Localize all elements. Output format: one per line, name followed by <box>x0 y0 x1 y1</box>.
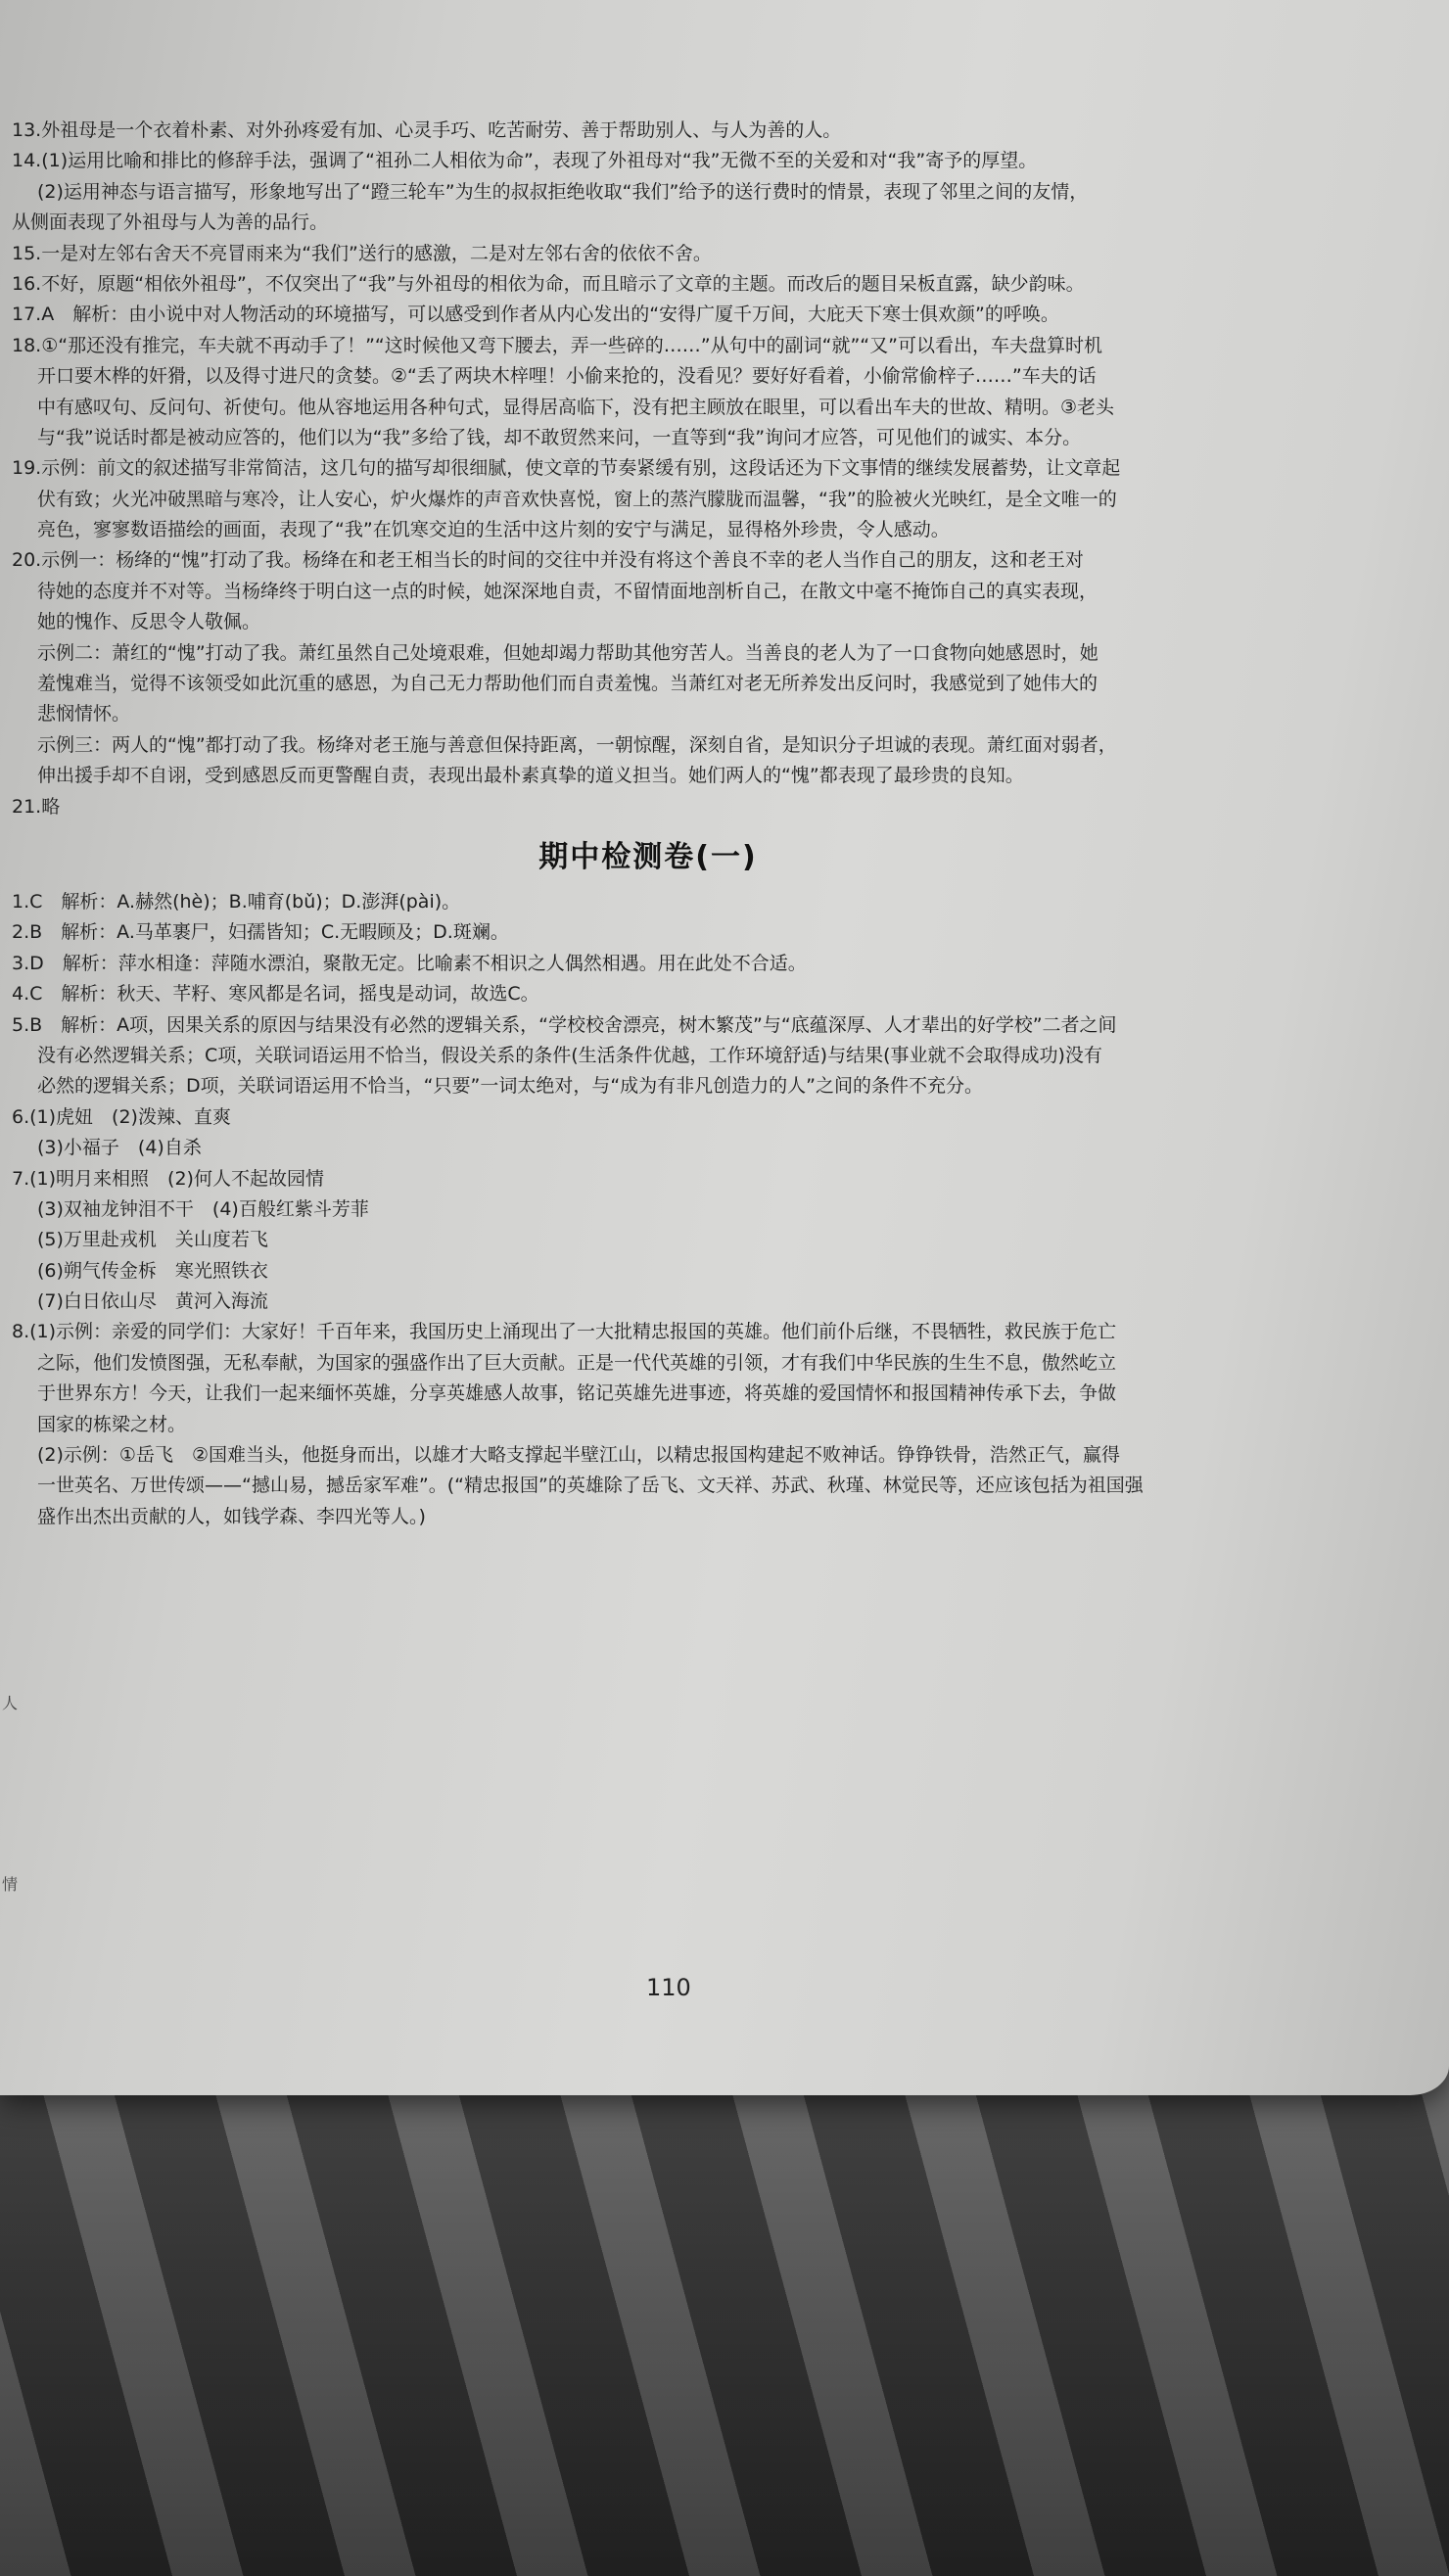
text-line: (3)小福子 (4)自杀 <box>37 1137 202 1159</box>
answer-text <box>12 116 1285 1532</box>
text-line: 国家的栋梁之材。 <box>37 1413 187 1435</box>
text-line: 伏有致；火光冲破黑暗与寒冷，让人安心，炉火爆炸的声音欢快喜悦，窗上的蒸汽朦胧而温馨，“我”的脸被火光映红，是全文唯一的 <box>37 488 1117 510</box>
text-line: 2.B 解析：A.马革裹尸，妇孺皆知；C.无暇顾及；D.斑斓。 <box>12 921 509 944</box>
text-line: 21.略 <box>12 795 61 818</box>
answers-section-midterm <box>12 887 1285 1532</box>
text-line: 一世英名、万世传颂——“撼山易，撼岳家军难”。(“精忠报国”的英雄除了岳飞、文天祥、苏武、秋瑾、林觉民等，还应该包括为祖国强 <box>37 1475 1144 1497</box>
text-line: 开口要木桦的奸猾，以及得寸进尺的贪婪。②“丢了两块木梓哩！小偷来抢的，没看见？要好好看着，小偷常偷梓子……”车夫的话 <box>37 365 1097 388</box>
text-line: 8.(1)示例：亲爱的同学们：大家好！千百年来，我国历史上涌现出了一大批精忠报国的英雄。他们前仆后继，不畏牺牲，救民族于危亡 <box>12 1321 1117 1343</box>
text-line: 待她的态度并不对等。当杨绛终于明白这一点的时候，她深深地自责，不留情面地剖析自己，在散文中毫不掩饰自己的真实表现， <box>37 580 1098 602</box>
text-line: 她的愧作、反思令人敬佩。 <box>37 611 261 633</box>
text-line: 羞愧难当，觉得不该领受如此沉重的感恩，为自己无力帮助他们而自责羞愧。当萧红对老无所养发出反问时，我感觉到了她伟大的 <box>37 673 1098 695</box>
text-line: 示例二：萧红的“愧”打动了我。萧红虽然自己处境艰难，但她却竭力帮助其他穷苦人。当善良的老人为了一口食物向她感恩时，她 <box>37 641 1098 664</box>
text-line: 没有必然逻辑关系；C项，关联词语运用不恰当，假设关系的条件(生活条件优越，工作环境舒适)与结果(事业就不会取得成功)没有 <box>37 1044 1102 1066</box>
text-line: 必然的逻辑关系；D项，关联词语运用不恰当，“只要”一词太绝对，与“成为有非凡创造力的人”之间的条件不充分。 <box>37 1075 984 1098</box>
text-line: 14.(1)运用比喻和排比的修辞手法，强调了“祖孙二人相依为命”，表现了外祖母对“我”无微不至的关爱和对“我”寄予的厚望。 <box>12 150 1038 172</box>
text-line: (3)双袖龙钟泪不干 (4)百般红紫斗芳菲 <box>37 1197 369 1220</box>
text-line: 5.B 解析：A项，因果关系的原因与结果没有必然的逻辑关系，“学校校舍漂亮，树木繁茂”与“底蕴深厚、人才辈出的好学校”二者之间 <box>12 1013 1117 1036</box>
text-line: (6)朔气传金柝 寒光照铁衣 <box>37 1259 268 1282</box>
text-line: 示例三：两人的“愧”都打动了我。杨绛对老王施与善意但保持距离，一朝惊醒，深刻自省，是知识分子坦诚的表现。萧红面对弱者， <box>37 733 1117 756</box>
text-line: 伸出援手却不自诩，受到感恩反而更警醒自责，表现出最朴素真挚的道义担当。她们两人的“愧”都表现了最珍贵的良知。 <box>37 765 1024 787</box>
text-line: 亮色，寥寥数语描绘的画面，表现了“我”在饥寒交迫的生活中这片刻的安宁与满足，显得格外珍贵，令人感动。 <box>37 519 950 541</box>
text-line: 3.D 解析：萍水相逢：萍随水漂泊，聚散无定。比喻素不相识之人偶然相遇。用在此处不合适。 <box>12 952 807 974</box>
text-line: 6.(1)虎妞 (2)泼辣、直爽 <box>12 1105 231 1128</box>
text-line: 悲悯情怀。 <box>37 703 131 726</box>
text-line: 盛作出杰出贡献的人，如钱学森、李四光等人。) <box>37 1505 426 1527</box>
text-line: 从侧面表现了外祖母与人为善的品行。 <box>12 211 329 234</box>
text-line: 7.(1)明月来相照 (2)何人不起故园情 <box>12 1167 324 1190</box>
text-line: 13.外祖母是一个衣着朴素、对外孙疼爱有加、心灵手巧、吃苦耐劳、善于帮助别人、与人为善的人。 <box>12 119 842 141</box>
margin-mark: 情 <box>2 1875 19 1894</box>
page-number: 110 <box>646 1974 691 2001</box>
text-line: 20.示例一：杨绛的“愧”打动了我。杨绛在和老王相当长的时间的交往中并没有将这个善良不幸的老人当作自己的朋友，这和老王对 <box>12 549 1084 572</box>
text-line: 19.示例：前文的叙述描写非常简洁，这几句的描写却很细腻，使文章的节奏紧缓有别，这段话还为下文事情的继续发展蓄势，让文章起 <box>12 457 1121 480</box>
text-line: 18.①“那还没有推完，车夫就不再动手了！”“这时候他又弯下腰去，弄一些碎的……”从句中的副词“就”“又”可以看出，车夫盘算时机 <box>12 334 1102 356</box>
text-line: (2)运用神态与语言描写，形象地写出了“蹬三轮车”为生的叔叔拒绝收取“我们”给予的送行费时的情景，表现了邻里之间的友情， <box>37 180 1089 203</box>
answers-section-previous <box>12 116 1285 822</box>
text-line: 中有感叹句、反问句、祈使句。他从容地运用各种句式，显得居高临下，没有把主顾放在眼里，可以看出车夫的世故、精明。③老头 <box>37 396 1115 418</box>
text-line: 与“我”说话时都是被动应答的，他们以为“我”多给了钱，却不敢贸然来问，一直等到“我”询问才应答，可见他们的诚实、本分。 <box>37 426 1082 448</box>
margin-mark: 人 <box>2 1694 19 1712</box>
background-fabric <box>0 2056 1449 2576</box>
text-line: 15.一是对左邻右舍天不亮冒雨来为“我们”送行的感激，二是对左邻右舍的依依不舍。 <box>12 242 712 264</box>
text-line: 16.不好，原题“相依外祖母”，不仅突出了“我”与外祖母的相依为命，而且暗示了文章的主题。而改后的题目呆板直露，缺少韵味。 <box>12 272 1085 295</box>
text-line: 之际，他们发愤图强，无私奉献，为国家的强盛作出了巨大贡献。正是一代代英雄的引领，才有我们中华民族的生生不息，傲然屹立 <box>37 1351 1117 1374</box>
section-title: 期中检测卷(一) <box>538 839 758 874</box>
text-line: 于世界东方！今天，让我们一起来缅怀英雄，分享英雄感人故事，铭记英雄先进事迹，将英雄的爱国情怀和报国精神传承下去，争做 <box>37 1382 1117 1405</box>
text-line: 4.C 解析：秋天、芊籽、寒风都是名词，摇曳是动词，故选C。 <box>12 983 539 1006</box>
text-line: (5)万里赴戎机 关山度若飞 <box>37 1229 268 1251</box>
text-line: (2)示例：①岳飞 ②国难当头，他挺身而出，以雄才大略支撑起半壁江山，以精忠报国构建起不败神话。铮铮铁骨，浩然正气，赢得 <box>37 1444 1120 1467</box>
text-line: (7)白日依山尽 黄河入海流 <box>37 1290 268 1313</box>
text-line: 1.C 解析：A.赫然(hè)；B.哺育(bǔ)；D.澎湃(pài)。 <box>12 890 461 913</box>
text-line: 17.A 解析：由小说中对人物活动的环境描写，可以感受到作者从内心发出的“安得广厦千万间，大庇天下寒士俱欢颜”的呼唤。 <box>12 304 1059 326</box>
